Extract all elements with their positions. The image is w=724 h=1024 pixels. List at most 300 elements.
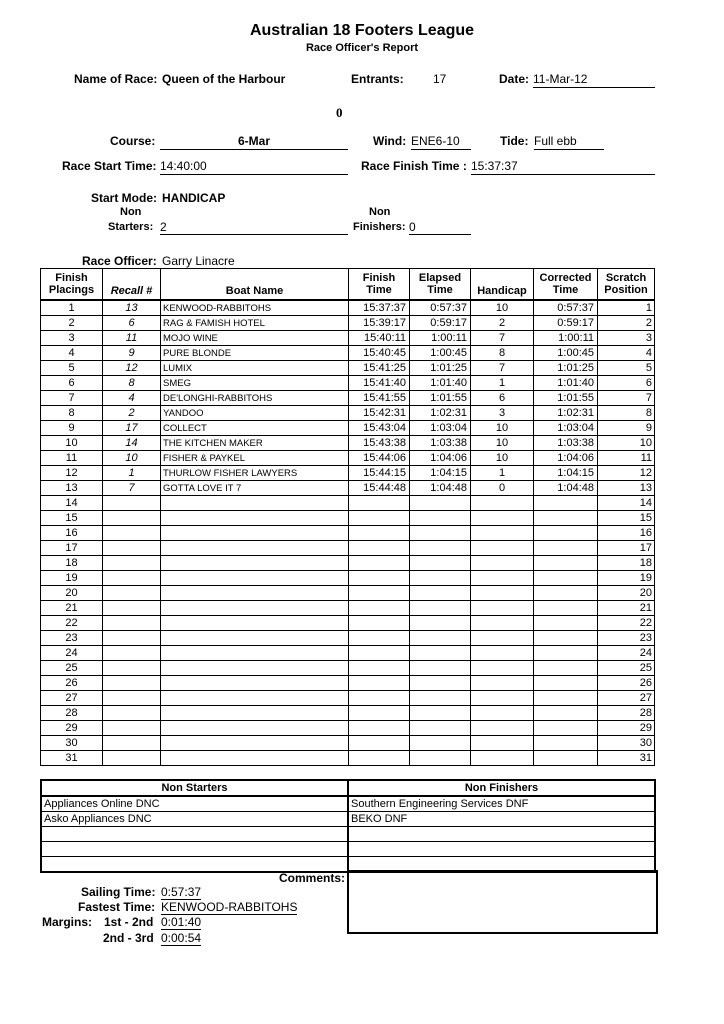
placing-cell: 26 [41, 676, 103, 691]
corrected-time-cell [534, 496, 598, 511]
recall-cell [103, 496, 161, 511]
page-title: Australian 18 Footers League [249, 22, 475, 39]
table-row [41, 436, 655, 451]
col-corrected-time: Corrected Time [534, 269, 598, 301]
elapsed-time-cell [410, 706, 471, 721]
elapsed-time-cell [410, 541, 471, 556]
scratch-position-cell: 17 [598, 541, 655, 556]
table-row [41, 466, 655, 481]
elapsed-time-cell: 1:04:06 [410, 451, 471, 466]
placing-cell: 15 [41, 511, 103, 526]
table-row [41, 300, 655, 316]
handicap-cell: 10 [471, 300, 534, 316]
handicap-cell: 0 [471, 481, 534, 496]
corrected-time-cell: 1:04:48 [534, 481, 598, 496]
handicap-cell: 1 [471, 376, 534, 391]
table-row [41, 571, 655, 586]
handicap-cell [471, 706, 534, 721]
finish-time-cell [349, 526, 410, 541]
table-row [41, 601, 655, 616]
recall-cell: 7 [103, 481, 161, 496]
elapsed-time-cell: 1:04:15 [410, 466, 471, 481]
recall-cell [103, 661, 161, 676]
col-handicap: Handicap [471, 269, 534, 301]
boat-name-cell: RAG & FAMISH HOTEL [161, 316, 349, 331]
elapsed-time-cell [410, 526, 471, 541]
finish-time-cell [349, 631, 410, 646]
placing-cell: 16 [41, 526, 103, 541]
recall-cell [103, 526, 161, 541]
corrected-time-cell: 1:01:55 [534, 391, 598, 406]
col-finish-placings: Finish Placings [41, 269, 103, 301]
race-officer-value: Garry Linacre [162, 254, 235, 268]
handicap-cell: 10 [471, 451, 534, 466]
table-row [41, 751, 655, 766]
boat-name-cell [161, 676, 349, 691]
corrected-time-cell: 0:59:17 [534, 316, 598, 331]
corrected-time-cell: 1:00:11 [534, 331, 598, 346]
boat-name-cell [161, 601, 349, 616]
zero-value: 0 [336, 105, 343, 120]
finish-time-value: 15:37:37 [471, 159, 655, 175]
boat-name-cell [161, 631, 349, 646]
scratch-position-cell: 8 [598, 406, 655, 421]
boat-name-cell: YANDOO [161, 406, 349, 421]
table-row [41, 646, 655, 661]
elapsed-time-cell [410, 556, 471, 571]
scratch-position-cell: 18 [598, 556, 655, 571]
corrected-time-cell [534, 736, 598, 751]
placing-cell: 28 [41, 706, 103, 721]
elapsed-time-cell [410, 511, 471, 526]
recall-cell: 4 [103, 391, 161, 406]
recall-cell: 6 [103, 316, 161, 331]
fastest-time-label: Fastest Time: [78, 900, 156, 914]
recall-cell [103, 511, 161, 526]
scratch-position-cell: 27 [598, 691, 655, 706]
fastest-time-value: KENWOOD-RABBITOHS [161, 900, 298, 914]
finish-time-cell: 15:40:45 [349, 346, 410, 361]
list-item [41, 827, 655, 842]
handicap-cell: 1 [471, 466, 534, 481]
scratch-position-cell: 12 [598, 466, 655, 481]
placing-cell: 25 [41, 661, 103, 676]
finish-time-cell [349, 646, 410, 661]
non-finishers-header: Non Finishers [348, 780, 655, 796]
handicap-cell [471, 736, 534, 751]
handicap-cell: 3 [471, 406, 534, 421]
non-starters-finishers-table [40, 779, 656, 873]
tide-value: Full ebb [534, 134, 604, 150]
scratch-position-cell: 6 [598, 376, 655, 391]
table-row [41, 391, 655, 406]
recall-cell: 1 [103, 466, 161, 481]
placing-cell: 2 [41, 316, 103, 331]
finish-time-cell: 15:43:04 [349, 421, 410, 436]
col-scratch-position: Scratch Position [598, 269, 655, 301]
table-row [41, 316, 655, 331]
elapsed-time-cell: 1:01:40 [410, 376, 471, 391]
placing-cell: 13 [41, 481, 103, 496]
elapsed-time-cell: 1:04:48 [410, 481, 471, 496]
recall-cell: 2 [103, 406, 161, 421]
boat-name-cell: MOJO WINE [161, 331, 349, 346]
table-row [41, 421, 655, 436]
corrected-time-cell [534, 646, 598, 661]
placing-cell: 7 [41, 391, 103, 406]
boat-name-cell: COLLECT [161, 421, 349, 436]
non-finishers-value: 0 [409, 220, 471, 235]
corrected-time-cell [534, 526, 598, 541]
finish-time-cell [349, 541, 410, 556]
handicap-cell [471, 751, 534, 766]
placing-cell: 12 [41, 466, 103, 481]
boat-name-cell [161, 586, 349, 601]
course-value: 6-Mar [160, 134, 348, 150]
boat-name-cell: THURLOW FISHER LAWYERS [161, 466, 349, 481]
boat-name-cell: THE KITCHEN MAKER [161, 436, 349, 451]
start-time-label: Race Start Time: [62, 159, 157, 173]
finish-time-cell [349, 586, 410, 601]
corrected-time-cell: 1:02:31 [534, 406, 598, 421]
scratch-position-cell: 7 [598, 391, 655, 406]
placing-cell: 20 [41, 586, 103, 601]
handicap-cell [471, 601, 534, 616]
scratch-position-cell: 25 [598, 661, 655, 676]
elapsed-time-cell: 0:57:37 [410, 300, 471, 316]
table-row [41, 511, 655, 526]
handicap-cell [471, 541, 534, 556]
recall-cell [103, 691, 161, 706]
finish-time-cell [349, 691, 410, 706]
boat-name-cell [161, 526, 349, 541]
non-starter-cell [41, 857, 348, 873]
table-row [41, 661, 655, 676]
recall-cell [103, 586, 161, 601]
finish-time-cell: 15:37:37 [349, 300, 410, 316]
finish-time-cell [349, 556, 410, 571]
corrected-time-cell: 1:01:40 [534, 376, 598, 391]
recall-cell [103, 571, 161, 586]
scratch-position-cell: 31 [598, 751, 655, 766]
placing-cell: 14 [41, 496, 103, 511]
placing-cell: 27 [41, 691, 103, 706]
elapsed-time-cell: 1:00:11 [410, 331, 471, 346]
col-boat-name: Boat Name [161, 269, 349, 301]
handicap-cell: 7 [471, 361, 534, 376]
recall-cell [103, 541, 161, 556]
corrected-time-cell [534, 706, 598, 721]
scratch-position-cell: 21 [598, 601, 655, 616]
table-row [41, 586, 655, 601]
handicap-cell [471, 646, 534, 661]
scratch-position-cell: 20 [598, 586, 655, 601]
course-label: Course: [110, 134, 156, 148]
recall-cell: 10 [103, 451, 161, 466]
scratch-position-cell: 5 [598, 361, 655, 376]
handicap-cell: 8 [471, 346, 534, 361]
boat-name-cell: GOTTA LOVE IT 7 [161, 481, 349, 496]
corrected-time-cell: 1:03:38 [534, 436, 598, 451]
corrected-time-cell [534, 541, 598, 556]
handicap-cell: 2 [471, 316, 534, 331]
comments-box[interactable] [347, 870, 658, 934]
boat-name-cell: PURE BLONDE [161, 346, 349, 361]
corrected-time-cell: 1:01:25 [534, 361, 598, 376]
boat-name-cell [161, 646, 349, 661]
elapsed-time-cell [410, 721, 471, 736]
non-starters-value: 2 [160, 220, 348, 235]
results-header-row [41, 269, 655, 301]
col-elapsed-time: Elapsed Time [410, 269, 471, 301]
elapsed-time-cell [410, 751, 471, 766]
non-starter-cell: Asko Appliances DNC [41, 812, 348, 827]
non-starter-cell [41, 827, 348, 842]
finish-time-cell: 15:44:15 [349, 466, 410, 481]
non-finisher-cell [348, 842, 655, 857]
margin-2-label: 2nd - 3rd [103, 931, 154, 945]
handicap-cell [471, 631, 534, 646]
scratch-position-cell: 4 [598, 346, 655, 361]
placing-cell: 6 [41, 376, 103, 391]
finish-time-cell [349, 616, 410, 631]
boat-name-cell: FISHER & PAYKEL [161, 451, 349, 466]
corrected-time-cell [534, 556, 598, 571]
finish-time-cell [349, 706, 410, 721]
elapsed-time-cell [410, 661, 471, 676]
handicap-cell [471, 616, 534, 631]
elapsed-time-cell [410, 616, 471, 631]
handicap-cell [471, 571, 534, 586]
margins-label: Margins: [42, 915, 93, 929]
placing-cell: 29 [41, 721, 103, 736]
finish-time-cell: 15:40:11 [349, 331, 410, 346]
handicap-cell [471, 661, 534, 676]
handicap-cell [471, 676, 534, 691]
sailing-time-value: 0:57:37 [161, 885, 202, 899]
placing-cell: 9 [41, 421, 103, 436]
recall-cell [103, 721, 161, 736]
scratch-position-cell: 26 [598, 676, 655, 691]
handicap-cell: 7 [471, 331, 534, 346]
scratch-position-cell: 2 [598, 316, 655, 331]
boat-name-cell [161, 706, 349, 721]
recall-cell: 13 [103, 300, 161, 316]
table-row [41, 556, 655, 571]
corrected-time-cell [534, 661, 598, 676]
elapsed-time-cell: 1:00:45 [410, 346, 471, 361]
date-value: 11-Mar-12 [533, 72, 655, 88]
corrected-time-cell: 1:03:04 [534, 421, 598, 436]
boat-name-cell [161, 661, 349, 676]
corrected-time-cell: 1:04:06 [534, 451, 598, 466]
boat-name-cell [161, 496, 349, 511]
comments-label: Comments: [279, 871, 346, 885]
corrected-time-cell [534, 631, 598, 646]
non-finisher-cell: BEKO DNF [348, 812, 655, 827]
scratch-position-cell: 29 [598, 721, 655, 736]
recall-cell: 14 [103, 436, 161, 451]
finish-time-cell: 15:39:17 [349, 316, 410, 331]
scratch-position-cell: 9 [598, 421, 655, 436]
finish-time-cell: 15:44:06 [349, 451, 410, 466]
boat-name-cell [161, 691, 349, 706]
elapsed-time-cell [410, 601, 471, 616]
handicap-cell [471, 526, 534, 541]
finish-time-cell [349, 601, 410, 616]
elapsed-time-cell: 0:59:17 [410, 316, 471, 331]
corrected-time-cell [534, 511, 598, 526]
elapsed-time-cell [410, 736, 471, 751]
margin-1-value: 0:01:40 [161, 915, 202, 929]
handicap-cell [471, 556, 534, 571]
corrected-time-cell [534, 751, 598, 766]
start-mode-label: Start Mode: [91, 191, 157, 205]
handicap-cell [471, 511, 534, 526]
table-row [41, 376, 655, 391]
recall-cell [103, 631, 161, 646]
finish-time-cell: 15:44:48 [349, 481, 410, 496]
placing-cell: 10 [41, 436, 103, 451]
col-finish-time: Finish Time [349, 269, 410, 301]
date-label: Date: [499, 72, 530, 86]
start-time-value: 14:40:00 [160, 159, 348, 175]
recall-cell: 9 [103, 346, 161, 361]
placing-cell: 31 [41, 751, 103, 766]
finish-time-cell: 15:41:55 [349, 391, 410, 406]
placing-cell: 21 [41, 601, 103, 616]
placing-cell: 18 [41, 556, 103, 571]
finish-time-cell: 15:41:25 [349, 361, 410, 376]
non-starter-cell: Appliances Online DNC [41, 796, 348, 812]
elapsed-time-cell [410, 676, 471, 691]
corrected-time-cell: 1:04:15 [534, 466, 598, 481]
handicap-cell [471, 721, 534, 736]
recall-cell [103, 556, 161, 571]
corrected-time-cell [534, 601, 598, 616]
wind-label: Wind: [373, 134, 407, 148]
elapsed-time-cell [410, 571, 471, 586]
scratch-position-cell: 23 [598, 631, 655, 646]
table-row [41, 736, 655, 751]
recall-cell: 11 [103, 331, 161, 346]
scratch-position-cell: 13 [598, 481, 655, 496]
elapsed-time-cell: 1:03:38 [410, 436, 471, 451]
boat-name-cell [161, 736, 349, 751]
boat-name-cell: KENWOOD-RABBITOHS [161, 300, 349, 316]
placing-cell: 4 [41, 346, 103, 361]
placing-cell: 8 [41, 406, 103, 421]
scratch-position-cell: 1 [598, 300, 655, 316]
corrected-time-cell [534, 616, 598, 631]
recall-cell [103, 616, 161, 631]
boat-name-cell [161, 511, 349, 526]
boat-name-cell [161, 751, 349, 766]
scratch-position-cell: 10 [598, 436, 655, 451]
wind-value: ENE6-10 [411, 134, 471, 150]
recall-cell: 17 [103, 421, 161, 436]
finish-time-cell [349, 496, 410, 511]
margin-1-label: 1st - 2nd [104, 915, 154, 929]
results-table [40, 268, 655, 766]
elapsed-time-cell [410, 496, 471, 511]
non-finisher-cell: Southern Engineering Services DNF [348, 796, 655, 812]
recall-cell [103, 736, 161, 751]
table-row [41, 541, 655, 556]
table-row [41, 451, 655, 466]
placing-cell: 5 [41, 361, 103, 376]
recall-cell [103, 676, 161, 691]
boat-name-cell [161, 541, 349, 556]
table-row [41, 481, 655, 496]
finish-time-label: Race Finish Time : [361, 159, 467, 173]
corrected-time-cell [534, 586, 598, 601]
scratch-position-cell: 30 [598, 736, 655, 751]
finish-time-cell: 15:42:31 [349, 406, 410, 421]
finish-time-cell [349, 661, 410, 676]
entrants-label: Entrants: [351, 72, 404, 86]
race-name-label: Name of Race: [74, 72, 158, 86]
elapsed-time-cell: 1:01:25 [410, 361, 471, 376]
boat-name-cell: SMEG [161, 376, 349, 391]
scratch-position-cell: 24 [598, 646, 655, 661]
non-starters-header: Non Starters [41, 780, 348, 796]
boat-name-cell: DE'LONGHI-RABBITOHS [161, 391, 349, 406]
col-recall: Recall # [103, 269, 161, 301]
placing-cell: 22 [41, 616, 103, 631]
elapsed-time-cell [410, 631, 471, 646]
finish-time-cell [349, 676, 410, 691]
finish-time-cell: 15:41:40 [349, 376, 410, 391]
non-starter-cell [41, 842, 348, 857]
placing-cell: 30 [41, 736, 103, 751]
scratch-position-cell: 3 [598, 331, 655, 346]
race-officer-label: Race Officer: [82, 254, 157, 268]
table-row [41, 721, 655, 736]
non-starters-label-1: Non [120, 206, 142, 218]
corrected-time-cell [534, 721, 598, 736]
placing-cell: 24 [41, 646, 103, 661]
recall-cell [103, 601, 161, 616]
scratch-position-cell: 16 [598, 526, 655, 541]
recall-cell: 12 [103, 361, 161, 376]
placing-cell: 17 [41, 541, 103, 556]
finish-time-cell [349, 511, 410, 526]
elapsed-time-cell: 1:03:04 [410, 421, 471, 436]
scratch-position-cell: 19 [598, 571, 655, 586]
placing-cell: 3 [41, 331, 103, 346]
tide-label: Tide: [500, 134, 529, 148]
table-row [41, 691, 655, 706]
placing-cell: 19 [41, 571, 103, 586]
elapsed-time-cell [410, 586, 471, 601]
table-row [41, 631, 655, 646]
table-row [41, 496, 655, 511]
entrants-value: 17 [433, 72, 447, 86]
corrected-time-cell [534, 691, 598, 706]
table-row [41, 526, 655, 541]
scratch-position-cell: 11 [598, 451, 655, 466]
boat-name-cell [161, 616, 349, 631]
start-mode-value: HANDICAP [162, 191, 226, 205]
handicap-cell [471, 496, 534, 511]
non-finishers-label-2: Finishers: [353, 221, 406, 233]
handicap-cell: 10 [471, 436, 534, 451]
table-row [41, 706, 655, 721]
boat-name-cell [161, 556, 349, 571]
scratch-position-cell: 28 [598, 706, 655, 721]
elapsed-time-cell: 1:02:31 [410, 406, 471, 421]
